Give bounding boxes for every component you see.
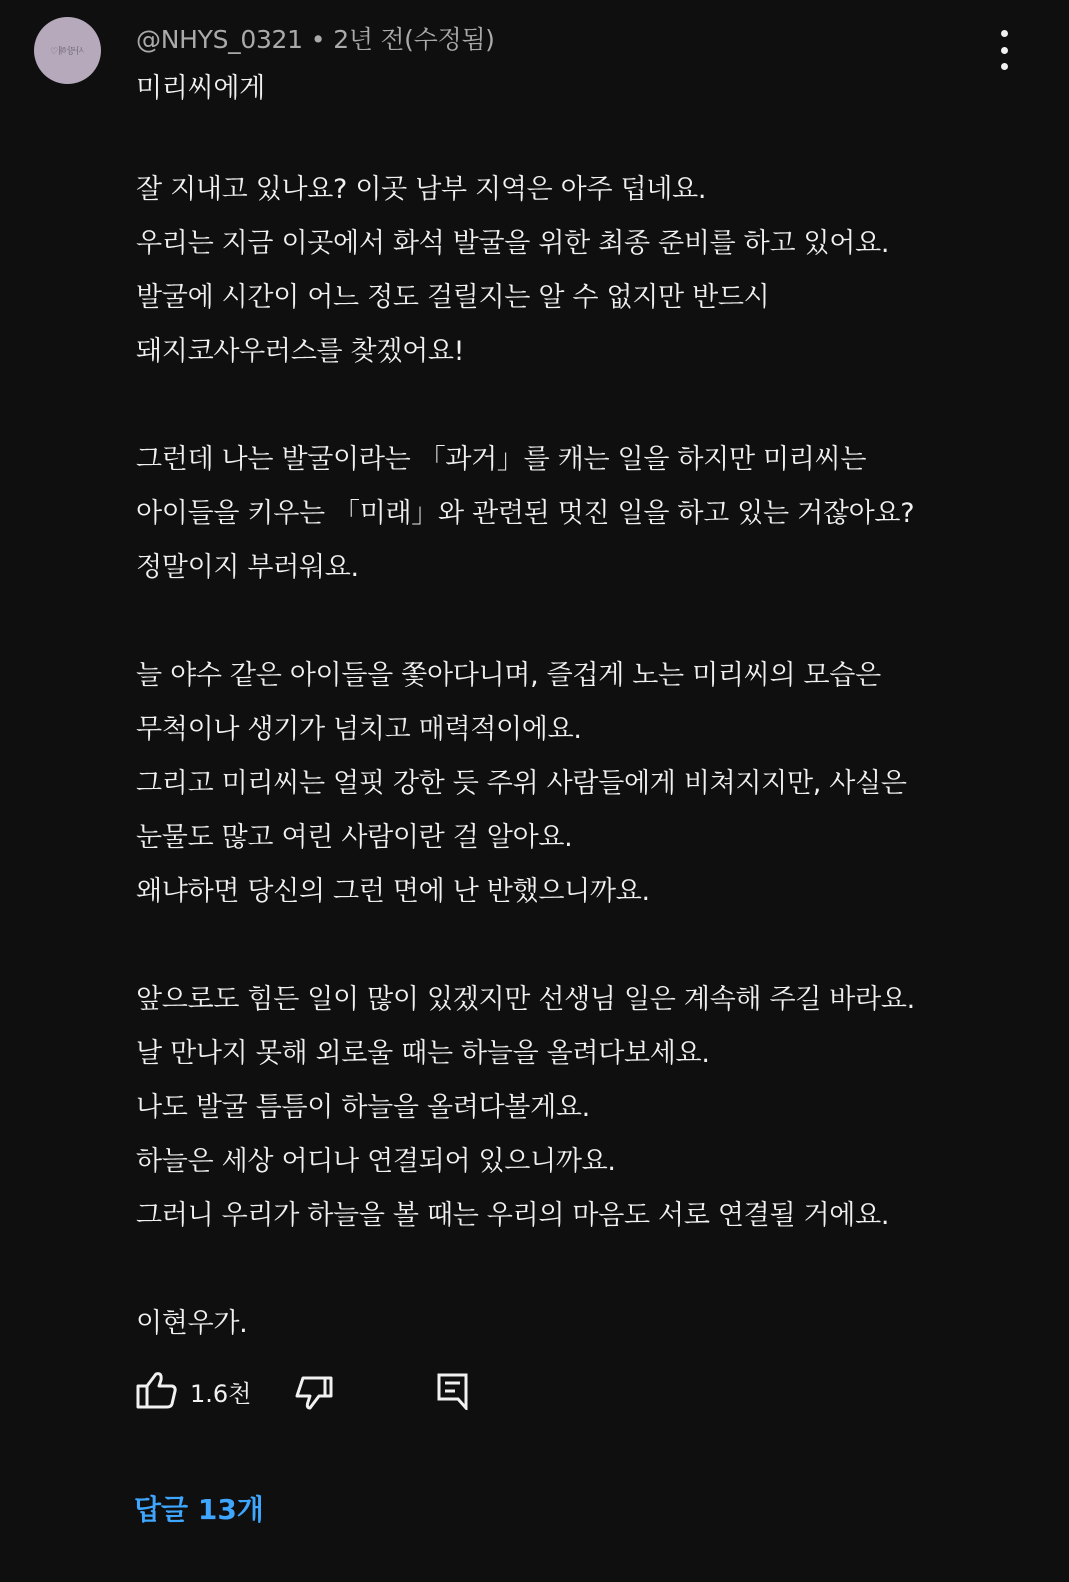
more-options-icon[interactable]: [992, 30, 1016, 70]
comment-line: 늘 야수 같은 아이들을 쫓아다니며, 즐겁게 노는 미리씨의 모습은: [136, 660, 881, 691]
comment-line: 무척이나 생기가 넘치고 매력적이에요.: [136, 714, 582, 745]
comment-line: 잘 지내고 있나요? 이곳 남부 지역은 아주 덥네요.: [136, 174, 707, 205]
comment-line: 그런데 나는 발굴이라는 「과거」를 캐는 일을 하지만 미리씨는: [136, 444, 867, 475]
avatar[interactable]: [34, 17, 101, 84]
dislike-icon[interactable]: [293, 1374, 335, 1410]
reply-icon[interactable]: [436, 1372, 470, 1410]
comment-line: 우리는 지금 이곳에서 화석 발굴을 위한 최종 준비를 하고 있어요.: [136, 228, 890, 259]
blank-line: [136, 601, 915, 655]
blank-line: [136, 1249, 915, 1303]
replies-button[interactable]: 답글 13개: [134, 1493, 264, 1526]
timestamp: 2년 전(수정됨): [333, 25, 495, 54]
comment-line: 그리고 미리씨는 얼핏 강한 듯 주위 사람들에게 비쳐지지만, 사실은: [136, 768, 907, 799]
separator: •: [310, 25, 326, 54]
comment-line: 나도 발굴 틈틈이 하늘을 올려다볼게요.: [136, 1092, 590, 1123]
comment-line: 그러니 우리가 하늘을 볼 때는 우리의 마음도 서로 연결될 거에요.: [136, 1200, 890, 1231]
comment-line: 하늘은 세상 어디나 연결되어 있으니까요.: [136, 1146, 616, 1177]
comment-text: [136, 68, 915, 1357]
blank-line: [136, 385, 915, 439]
comment-actions: [136, 1370, 536, 1412]
avatar-image: 사랑해♡: [50, 47, 85, 57]
comment-line: 이현우가.: [136, 1308, 248, 1339]
comment-line: 눈물도 많고 여린 사람이란 걸 알아요.: [136, 822, 573, 853]
comment-line: 아이들을 키우는 「미래」와 관련된 멋진 일을 하고 있는 거잖아요?: [136, 498, 915, 529]
comment-meta: [136, 20, 495, 56]
comment-line: 왜냐하면 당신의 그런 면에 난 반했으니까요.: [136, 876, 650, 907]
like-count: 1.6천: [190, 1380, 252, 1408]
author-name[interactable]: @NHYS_0321: [136, 25, 303, 54]
like-icon[interactable]: [136, 1370, 178, 1410]
blank-line: [136, 925, 915, 979]
comment-line: 미리씨에게: [136, 73, 265, 104]
comment-line: 앞으로도 힘든 일이 많이 있겠지만 선생님 일은 계속해 주길 바라요.: [136, 984, 915, 1015]
blank-line: [136, 122, 915, 169]
comment-line: 정말이지 부러워요.: [136, 552, 359, 583]
comment-line: 돼지코사우러스를 찾겠어요!: [136, 336, 465, 367]
comment-line: 발굴에 시간이 어느 정도 걸릴지는 알 수 없지만 반드시: [136, 282, 770, 313]
comment-line: 날 만나지 못해 외로울 때는 하늘을 올려다보세요.: [136, 1038, 710, 1069]
